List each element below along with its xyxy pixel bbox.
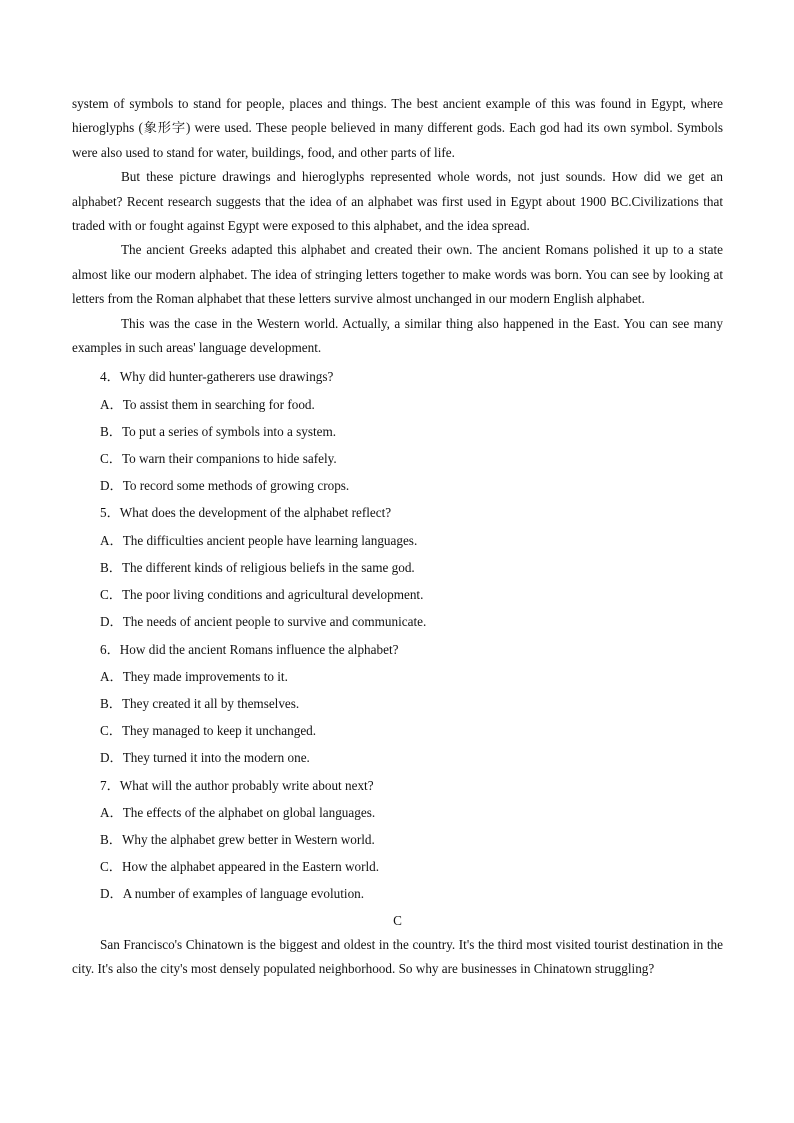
question-4: 4．Why did hunter-gatherers use drawings? (100, 369, 334, 385)
page-content (72, 92, 723, 981)
section-title-c: C (393, 912, 402, 928)
passage-b-paragraph-2: But these picture drawings and hieroglyphs represented whole words, not just sounds. How did we get an alphabet? Recent research suggests that the idea of an alphabet was first used in Egypt about 1900 BC.Civilizations that traded with or fought against Egypt were exposed to this alphabet, and the idea spread. (72, 169, 723, 234)
question-5-option-d: D．The needs of ancient people to survive and communicate. (100, 614, 427, 630)
question-4-option-b: B．To put a series of symbols into a system. (100, 423, 337, 439)
question-5-option-c: C．The poor living conditions and agricultural development. (100, 587, 424, 603)
passage-c (72, 908, 723, 982)
question-4-option-c: C．To warn their companions to hide safely. (100, 451, 337, 467)
passage-b-paragraph-1: system of symbols to stand for people, places and things. The best ancient example of this was found in Egypt, where hieroglyphs (象形字) were used. These people believed in many different gods. Each god had its own symbol. Symbols were also used to stand for water, buildings, food, and other parts of life. (72, 96, 723, 160)
question-5: 5．What does the development of the alphabet reflect? (100, 505, 392, 521)
question-list (72, 363, 723, 907)
question-7-option-b: B．Why the alphabet grew better in Western world. (100, 831, 375, 847)
question-7-option-c: C．How the alphabet appeared in the Eastern world. (100, 859, 380, 875)
question-4-option-a: A．To assist them in searching for food. (100, 396, 315, 412)
question-4-option-d: D．To record some methods of growing crops. (100, 478, 350, 494)
question-7: 7．What will the author probably write about next? (100, 777, 374, 793)
question-6-option-d: D．They turned it into the modern one. (100, 750, 310, 766)
passage-b-paragraph-4: This was the case in the Western world. Actually, a similar thing also happened in the East. You can see many examples in such areas' language development. (72, 315, 723, 356)
passage-b-paragraph-3: The ancient Greeks adapted this alphabet and created their own. The ancient Romans polished it up to a state almost like our modern alphabet. The idea of stringing letters together to make words was born. You can see by looking at letters from the Roman alphabet that these letters survive almost unchanged in our modern English alphabet. (72, 242, 723, 307)
passage-b (72, 92, 723, 360)
question-7-option-d: D．A number of examples of language evolution. (100, 886, 365, 902)
question-6-option-a: A．They made improvements to it. (100, 668, 288, 684)
question-7-option-a: A．The effects of the alphabet on global languages. (100, 804, 376, 820)
passage-c-paragraph-1: San Francisco's Chinatown is the biggest and oldest in the country. It's the third most visited tourist destination in the city. It's also the city's most densely populated neighborhood. So why are businesses in Chinatown struggling? (72, 936, 723, 976)
question-5-option-a: A．The difficulties ancient people have learning languages. (100, 532, 418, 548)
question-6: 6．How did the ancient Romans influence the alphabet? (100, 641, 399, 657)
question-6-option-c: C．They managed to keep it unchanged. (100, 723, 317, 739)
question-5-option-b: B．The different kinds of religious beliefs in the same god. (100, 559, 415, 575)
question-6-option-b: B．They created it all by themselves. (100, 695, 300, 711)
